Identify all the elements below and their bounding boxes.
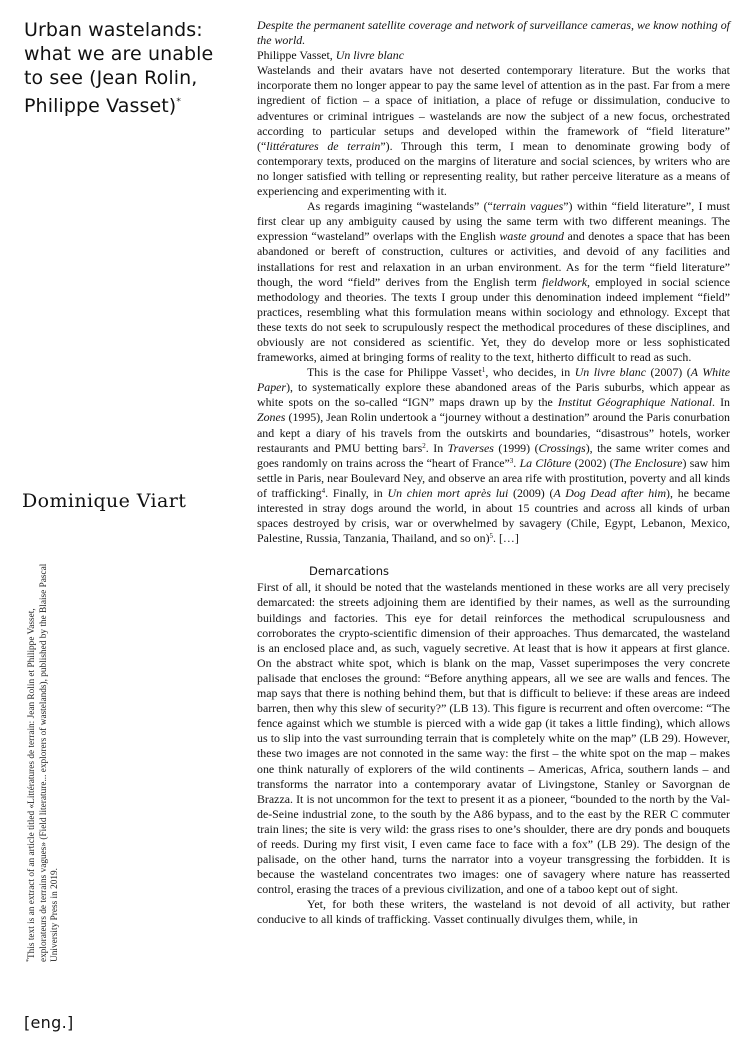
epigraph-source <box>257 48 730 63</box>
footnote-ref: 2 <box>422 441 426 450</box>
author-name: Dominique Viart <box>22 490 187 512</box>
text-run: Yet, for both these writers, the wasteland is not devoid of all activity, but rather conducive to all kinds of trafficking. Vasset continually divulges them, while, in <box>257 897 730 927</box>
italic-phrase: The Enclosure <box>613 455 683 470</box>
text-run: Wastelands and their avatars have not deserted contemporary literature. But the works that incorporate them no longer appear to pay the same level of attention as in the past. Far from a mere ingredient of fiction – a space of initiation, a place of refuge or dissimulation, conducive to adventures or criminal intrigues – wastelands are now the subject of a new focus, orchestrated according to particular setups and developed within the framework of “field literature” (“ <box>257 63 730 153</box>
text-run: ”) within “field literature”, I must first clear up any ambiguity caused by using the same term with two different meanings. The expression “wasteland” overlaps with the English <box>257 199 730 244</box>
text-run: ), the same writer comes and goes randomly on trains across the “heart of France” <box>257 440 730 470</box>
article-body <box>257 18 730 928</box>
italic-phrase: A White Paper <box>257 365 731 395</box>
footnote-ref: 3 <box>509 456 514 465</box>
italic-phrase: Traverses <box>447 440 494 455</box>
text-run: This is the case for Philippe Vasset <box>307 365 482 380</box>
italic-phrase: littératures de terrain <box>266 138 381 153</box>
text-run: ) saw him settle in Paris, near Boulevard Ney, and observe an area rife with prostitution, poverty and all kinds of trafficking <box>257 455 730 500</box>
italic-phrase: La Clôture <box>519 455 572 470</box>
text-run: (1999) ( <box>493 440 539 455</box>
paragraph-2 <box>257 199 730 365</box>
italic-phrase: fieldwork <box>542 274 587 289</box>
article-title <box>24 18 224 118</box>
italic-phrase: Institut Géographique National <box>557 395 713 410</box>
text-run: and denotes a space that has been abandoned or bereft of construction, cultures or activities, and devoid of any facilities and installations for rest and relaxation in an urban environment. As for the term “field literature” though, the word “field” derives from the English term <box>257 229 730 289</box>
epigraph-source-title: Un livre blanc <box>335 48 404 63</box>
paragraph-1 <box>257 63 730 199</box>
text-run: ”). Through this term, I mean to denominate growing body of contemporary texts, produced on the margins of literature and social sciences, by writers who are no longer satisfied with telling or representing reality, but rather perceive literature as a means of experiencing and experimenting with it. <box>257 138 730 199</box>
text-run: (1995), Jean Rolin undertook a “journey without a destination” around the Paris conurbation and kept a diary of his travels from the outskirts and boundaries, “disastrous” hotels, worker restaurants and PMU betting bars <box>257 410 730 455</box>
paragraph-5 <box>257 897 730 927</box>
footnote-mark: * <box>26 959 32 962</box>
italic-phrase: Zones <box>257 410 286 425</box>
article-title-text: Urban wastelands: what we are unable to see (Jean Rolin, Philippe Vasset) <box>24 19 214 117</box>
text-run: ), to systematically explore these abandoned areas of the Paris suburbs, which appear as white spots on the so-called “IGN” maps drawn up by the <box>257 380 730 410</box>
paragraph-3 <box>257 365 730 546</box>
italic-phrase: terrain vagues <box>492 199 564 214</box>
text-run: . In <box>712 395 731 410</box>
italic-phrase: Un livre blanc <box>574 365 647 380</box>
text-run: (2007) ( <box>646 365 691 380</box>
text-run: . Finally, in <box>325 485 388 500</box>
text-run: . […] <box>493 531 519 546</box>
footnote-text: This text is an extract of an article titled «Littératures de terrain: Jean Rolin et Philippe Vasset, explorateurs de terrains vagues» (Field literature... explorers of wastelands), published by the Blaise Pascal University Press in 2019. <box>27 563 61 962</box>
text-run: , who decides, in <box>485 365 575 380</box>
text-run: As regards imagining “wastelands” (“ <box>307 199 493 214</box>
italic-phrase: waste ground <box>499 229 564 244</box>
text-run: First of all, it should be noted that the wastelands mentioned in these works are all very precisely demarcated: the streets adjoining them are identified by their names, as well as the surrounding buildings and factories. This eye for detail reinforces the methodical scrupulousness and corroborates the crypto-scientific dimension of their approaches. Thus demarcated, the wasteland is an enclosed place and, as such, vaguely secretive. At least that is how it appears at first glance. On the abstract white spot, which is blank on the map, Vasset superimposes the very concrete palisade that encloses the ground: “Before anything appears, all we see are walls and fences. The map says that there is nothing behind them, but that is difficult to believe: if these areas are indeed barren, then why this slew of security?” (LB 13). This figure is recurrent and often overcome: “The fence against which we stumble is pierced with a wide gap (it takes a little finding), which allows us to slip into the vast surrounding terrain that is completely white on the map” (LB 29). However, these two images are not connoted in the same way: the first – the white spot on the map – makes one think naturally of explorers of the wild continents – Americas, Africa, southern lands – and transforms the narrator into a contemporary avatar of Livingstone, Stanley or Savorgnan de Brazza. It is not uncommon for the text to present it as a pioneer, “bounded to the north by the Val-de-Seine industrial zone, to the south by the A86 bypass, and to the east by the RER C commuter train lines; the site is very wild: the grass rises to one’s shoulder, there are dry ponds and bouquets of reeds. During my first visit, I even came face to face with a fox” (LB 29). The design of the palisade, on the other hand, turns the narrator into a voyeur transgressing the forbidden. It is because the wasteland concentrates two images: one of savagery where nature has reasserted control, erasing the traces of a previous civilization, and one of a taboo kept out of sight. <box>257 580 730 897</box>
epigraph-quote: Despite the permanent satellite coverage and network of surveillance cameras, we know nothing of the world. <box>257 18 730 48</box>
italic-phrase: A Dog Dead after him <box>553 485 667 500</box>
footnote-ref: 1 <box>481 366 486 375</box>
italic-phrase: Un chien mort après lui <box>387 485 509 500</box>
footnote-ref: 4 <box>321 486 326 495</box>
language-tag: [eng.] <box>24 1013 74 1032</box>
text-run: (2002) ( <box>571 455 614 470</box>
text-run: ), he became interested in stray dogs around the world, in about 15 countries and across all kinds of urban spaces destroyed by crisis, war or overwhelmed by savagery (Chile, Egypt, Lebanon, Mexico, Palestine, Russia, Tanzania, Thailand, and so on) <box>257 485 730 546</box>
paragraph-4 <box>257 580 730 897</box>
epigraph-source-author: Philippe Vasset, <box>257 48 333 63</box>
text-run: (2009) ( <box>508 485 554 500</box>
text-run: . In <box>425 440 448 455</box>
source-footnote <box>24 562 62 962</box>
italic-phrase: Crossings <box>538 440 586 455</box>
footnote-ref: 5 <box>489 532 494 541</box>
text-run: . <box>513 455 520 470</box>
text-run: , employed in social science methodology and theories. The texts I group under this denomination indeed implement “field” practices, resembling what this formulation means within sociology and ethnology. Except that these texts do not seek to scrupulously respect the methodical procedures of these disciplines, and obviously are not considered as scientific. Yet, they do develop more or less sophisticated frameworks, aimed at bringing forms of reality to the text, hitherto difficult to read as such. <box>257 274 730 365</box>
section-heading: Demarcations <box>309 564 390 579</box>
title-footnote-mark: * <box>176 97 181 107</box>
